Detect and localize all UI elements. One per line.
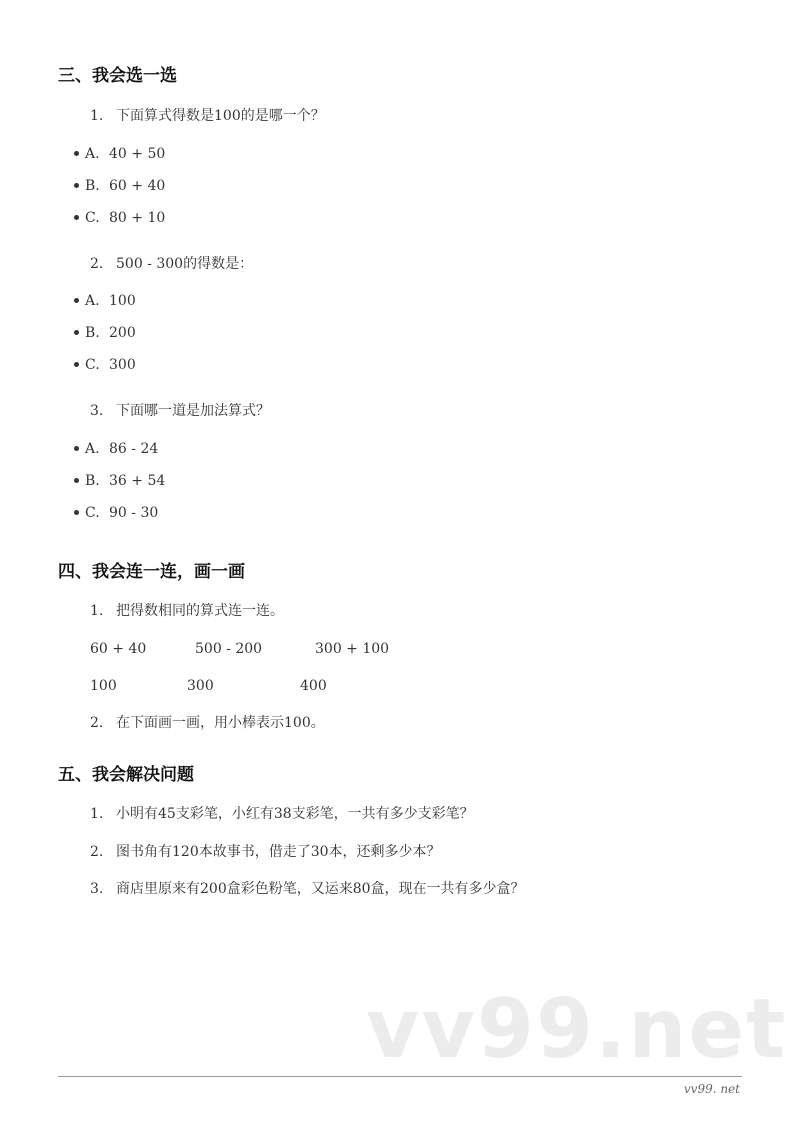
option-letter: C. bbox=[85, 357, 100, 373]
question-number: 1. bbox=[90, 603, 104, 619]
match-result[interactable]: 100 bbox=[90, 678, 117, 694]
option-3-2-b bbox=[74, 324, 136, 342]
question-number: 1. bbox=[90, 108, 104, 124]
option-letter: C. bbox=[85, 505, 100, 521]
bullet-icon bbox=[74, 330, 79, 335]
question-text: 在下面画一画，用小棒表示100。 bbox=[116, 715, 325, 731]
question-4-1 bbox=[90, 602, 284, 620]
option-3-3-a bbox=[74, 440, 158, 458]
question-5-2 bbox=[90, 843, 441, 861]
option-text: 80 + 10 bbox=[109, 210, 166, 226]
option-3-1-b bbox=[74, 177, 165, 195]
bullet-icon bbox=[74, 478, 79, 483]
question-text: 图书角有120本故事书，借走了30本，还剩多少本？ bbox=[116, 844, 441, 860]
question-3-2 bbox=[90, 255, 253, 273]
footer-site-label: vv99. net bbox=[683, 1082, 740, 1096]
bullet-icon bbox=[74, 446, 79, 451]
bullet-icon bbox=[74, 298, 79, 303]
match-expression[interactable]: 300 + 100 bbox=[315, 641, 390, 657]
question-number: 3. bbox=[90, 403, 104, 419]
bullet-icon bbox=[74, 183, 79, 188]
bullet-icon bbox=[74, 151, 79, 156]
option-letter: A. bbox=[85, 293, 100, 309]
section-title-solve-problems: 五、我会解决问题 bbox=[58, 765, 194, 785]
match-expression[interactable]: 500 - 200 bbox=[195, 641, 263, 657]
question-text: 商店里原来有200盒彩色粉笔，又运来80盒，现在一共有多少盒？ bbox=[116, 881, 525, 897]
question-number: 2. bbox=[90, 256, 104, 272]
bullet-icon bbox=[74, 215, 79, 220]
question-4-2 bbox=[90, 714, 325, 732]
option-3-1-c bbox=[74, 209, 165, 227]
option-text: 86 - 24 bbox=[109, 441, 159, 457]
question-number: 1. bbox=[90, 806, 104, 822]
option-text: 40 + 50 bbox=[109, 146, 166, 162]
option-letter: B. bbox=[85, 325, 100, 341]
option-text: 300 bbox=[109, 357, 136, 373]
option-text: 90 - 30 bbox=[109, 505, 159, 521]
option-3-3-c bbox=[74, 504, 158, 522]
question-text: 下面算式得数是100的是哪一个？ bbox=[116, 108, 325, 124]
option-letter: B. bbox=[85, 178, 100, 194]
option-text: 60 + 40 bbox=[109, 178, 166, 194]
option-3-2-a bbox=[74, 292, 136, 310]
footer-divider bbox=[58, 1076, 742, 1077]
option-text: 100 bbox=[109, 293, 136, 309]
option-3-2-c bbox=[74, 356, 136, 374]
question-number: 2. bbox=[90, 844, 104, 860]
option-3-3-b bbox=[74, 472, 165, 490]
match-result[interactable]: 400 bbox=[300, 678, 327, 694]
bullet-icon bbox=[74, 362, 79, 367]
option-text: 200 bbox=[109, 325, 136, 341]
bullet-icon bbox=[74, 510, 79, 515]
question-text: 把得数相同的算式连一连。 bbox=[116, 603, 284, 619]
question-text: 下面哪一道是加法算式？ bbox=[116, 403, 270, 419]
watermark: vv99.net bbox=[366, 982, 788, 1077]
option-text: 36 + 54 bbox=[109, 473, 166, 489]
option-letter: B. bbox=[85, 473, 100, 489]
question-number: 3. bbox=[90, 881, 104, 897]
question-number: 2. bbox=[90, 715, 104, 731]
question-5-1 bbox=[90, 805, 474, 823]
section-title-choose: 三、我会选一选 bbox=[58, 66, 177, 86]
option-3-1-a bbox=[74, 145, 165, 163]
question-text: 小明有45支彩笔，小红有38支彩笔，一共有多少支彩笔？ bbox=[116, 806, 474, 822]
question-text: 500 - 300的得数是： bbox=[116, 256, 254, 272]
question-3-1 bbox=[90, 107, 325, 125]
question-5-3 bbox=[90, 880, 525, 898]
option-letter: C. bbox=[85, 210, 100, 226]
question-3-3 bbox=[90, 402, 270, 420]
match-expression[interactable]: 60 + 40 bbox=[90, 641, 147, 657]
option-letter: A. bbox=[85, 146, 100, 162]
option-letter: A. bbox=[85, 441, 100, 457]
match-result[interactable]: 300 bbox=[187, 678, 214, 694]
section-title-connect-draw: 四、我会连一连，画一画 bbox=[58, 562, 245, 582]
